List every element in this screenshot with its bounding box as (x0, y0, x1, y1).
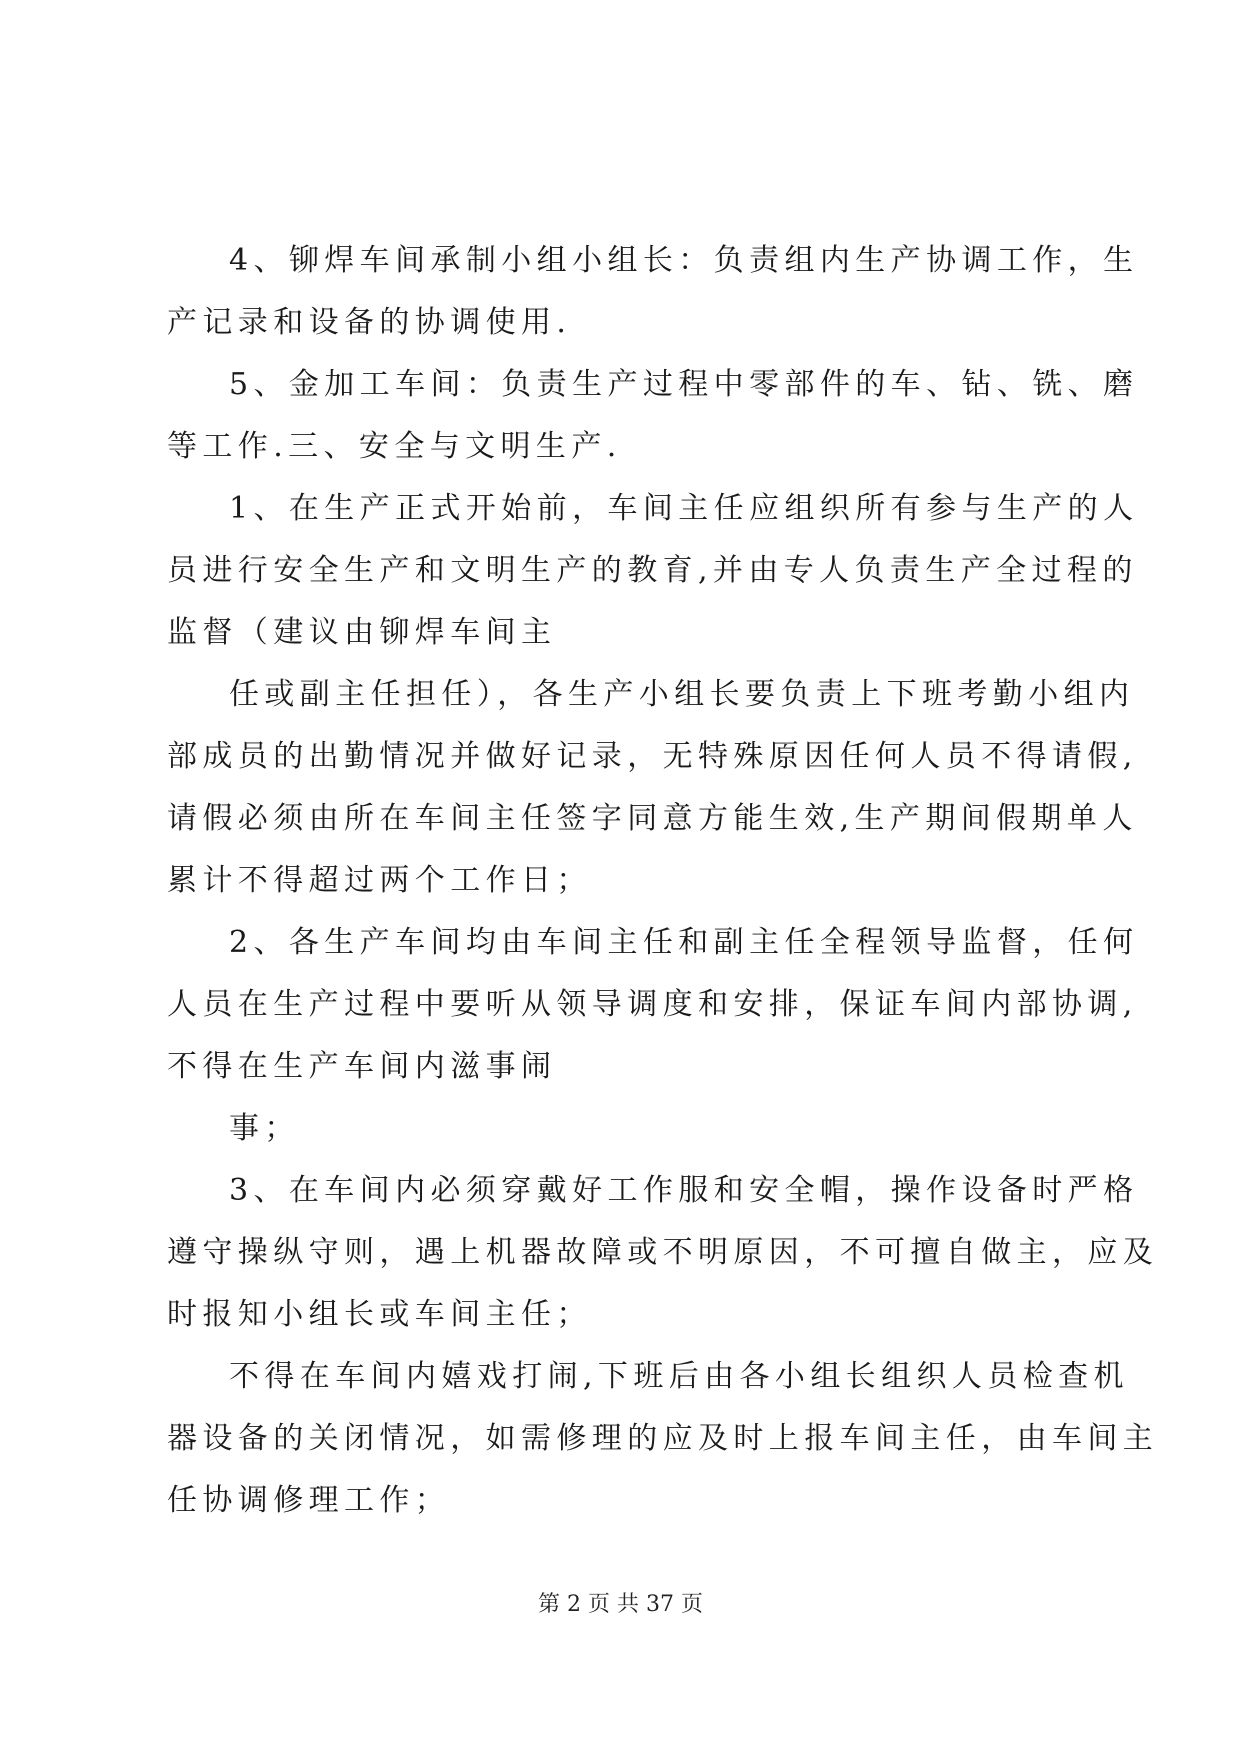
paragraph-1 (167, 230, 1139, 354)
paragraph-6 (167, 1098, 1081, 1160)
text-line: 员进行安全生产和文明生产的教育,并由专人负责生产全过程的 (167, 553, 1138, 588)
text-line: 人员在生产过程中要听从领导调度和安排，保证车间内部协调, (167, 987, 1138, 1022)
paragraph-2 (167, 354, 1139, 478)
text-line: 1、在生产正式开始前，车间主任应组织所有参与生产的人 (229, 491, 1139, 526)
text-line: 时报知小组长或车间主任； (167, 1297, 592, 1332)
page-number-footer: 第 2 页 共 37 页 (538, 1592, 703, 1617)
text-line: 等工作.三、安全与文明生产. (167, 429, 622, 464)
text-line: 任或副主任担任），各生产小组长要负责上下班考勤小组内 (229, 677, 1135, 712)
text-line: 部成员的出勤情况并做好记录，无特殊原因任何人员不得请假, (167, 739, 1138, 774)
text-line: 任协调修理工作； (167, 1483, 451, 1518)
paragraph-7 (167, 1160, 1159, 1346)
text-line: 累计不得超过两个工作日； (167, 863, 592, 898)
text-line: 器设备的关闭情况，如需修理的应及时上报车间主任，由车间主 (167, 1421, 1159, 1456)
text-line: 事； (229, 1111, 300, 1146)
text-line: 遵守操纵守则，遇上机器故障或不明原因，不可擅自做主，应及 (167, 1235, 1159, 1270)
text-line: 不得在生产车间内滋事闹 (167, 1049, 557, 1084)
text-line: 产记录和设备的协调使用. (167, 305, 572, 340)
text-line: 监督（建议由铆焊车间主 (167, 615, 557, 650)
paragraph-8 (167, 1346, 1159, 1532)
document-body (167, 230, 1159, 1532)
paragraph-5 (167, 912, 1139, 1098)
text-line: 2、各生产车间均由车间主任和副主任全程领导监督，任何 (229, 925, 1139, 960)
text-line: 4、铆焊车间承制小组小组长：负责组内生产协调工作，生 (229, 243, 1139, 278)
text-line: 请假必须由所在车间主任签字同意方能生效,生产期间假期单人 (167, 801, 1138, 836)
text-line: 3、在车间内必须穿戴好工作服和安全帽，操作设备时严格 (229, 1173, 1139, 1208)
text-line: 不得在车间内嬉戏打闹,下班后由各小组长组织人员检查机 (229, 1359, 1129, 1394)
paragraph-3 (167, 478, 1139, 664)
paragraph-4 (167, 664, 1138, 912)
text-line: 5、金加工车间：负责生产过程中零部件的车、钻、铣、磨 (229, 367, 1139, 402)
